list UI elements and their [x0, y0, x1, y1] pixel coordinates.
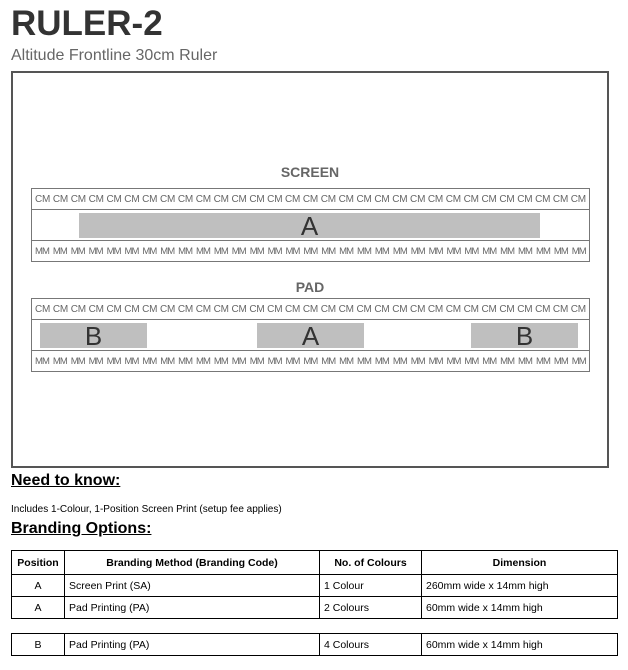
scale-unit-label: MM — [392, 355, 407, 367]
colours-cell: 1 Colour — [320, 575, 422, 597]
scale-unit-label: MM — [428, 355, 443, 367]
scale-unit-label: CM — [320, 193, 336, 205]
scale-unit-label: CM — [356, 303, 372, 315]
scale-unit-label: MM — [106, 355, 121, 367]
scale-unit-label: CM — [302, 193, 319, 205]
scale-unit-label: MM — [285, 355, 300, 367]
ruler-print-band — [32, 320, 589, 350]
scale-unit-label: CM — [106, 303, 122, 315]
method-cell: Screen Print (SA) — [65, 575, 320, 597]
scale-unit-label: MM — [88, 355, 103, 367]
scale-unit-label: CM — [195, 193, 211, 205]
scale-unit-label: MM — [70, 355, 85, 367]
scale-unit-label: CM — [231, 193, 247, 205]
scale-unit-label: CM — [445, 193, 461, 205]
scale-unit-label: CM — [535, 303, 551, 315]
dimension-cell: 260mm wide x 14mm high — [422, 575, 618, 597]
scale-unit-label: MM — [35, 355, 50, 367]
scale-unit-label: MM — [196, 355, 211, 367]
scale-unit-label: CM — [267, 303, 283, 315]
scale-unit-label: MM — [553, 245, 568, 257]
scale-unit-label: MM — [52, 245, 67, 257]
scale-unit-label: CM — [517, 193, 533, 205]
mm-scale — [32, 350, 589, 371]
scale-unit-label: MM — [213, 245, 228, 257]
scale-unit-label: CM — [142, 193, 158, 205]
scale-unit-label: MM — [106, 245, 121, 257]
column-header: Position — [12, 551, 65, 575]
scale-unit-label: CM — [392, 303, 408, 315]
scale-unit-label: MM — [70, 245, 85, 257]
scale-unit-label: MM — [500, 355, 515, 367]
scale-unit-label: CM — [338, 303, 354, 315]
scale-unit-label: MM — [213, 355, 228, 367]
scale-unit-label: MM — [321, 245, 336, 257]
scale-unit-label: CM — [392, 193, 408, 205]
scale-unit-label: CM — [213, 303, 229, 315]
scale-unit-label: MM — [178, 245, 193, 257]
column-header: Branding Method (Branding Code) — [65, 551, 320, 575]
screen-section-label: SCREEN — [280, 164, 340, 180]
scale-unit-label: CM — [320, 303, 336, 315]
branding-options-table — [11, 550, 618, 619]
scale-unit-label: CM — [374, 303, 390, 315]
position-cell: B — [12, 634, 65, 656]
scale-unit-label: CM — [356, 193, 372, 205]
scale-unit-label: CM — [463, 193, 479, 205]
scale-unit-label: CM — [285, 303, 301, 315]
scale-unit-label: MM — [571, 245, 586, 257]
scale-unit-label: MM — [357, 245, 372, 257]
scale-unit-label: CM — [481, 193, 497, 205]
scale-unit-label: CM — [302, 303, 319, 315]
scale-unit-label: MM — [374, 355, 389, 367]
pad-ruler — [31, 298, 590, 372]
scale-unit-label: CM — [70, 303, 86, 315]
mm-scale — [32, 240, 589, 261]
scale-unit-label: MM — [357, 355, 372, 367]
scale-unit-label: MM — [160, 355, 175, 367]
scale-unit-label: MM — [124, 245, 139, 257]
colours-cell: 2 Colours — [320, 597, 422, 619]
print-area-b-left: B — [40, 323, 147, 348]
scale-unit-label: CM — [570, 193, 586, 205]
table-row — [12, 597, 618, 619]
scale-unit-label: CM — [213, 193, 229, 205]
scale-unit-label: MM — [142, 355, 157, 367]
scale-unit-label: CM — [410, 303, 426, 315]
scale-unit-label: MM — [52, 355, 67, 367]
colours-cell: 4 Colours — [320, 634, 422, 656]
scale-unit-label: CM — [552, 193, 569, 205]
scale-unit-label: MM — [410, 355, 425, 367]
scale-unit-label: CM — [463, 303, 479, 315]
scale-unit-label: CM — [445, 303, 461, 315]
scale-unit-label: MM — [500, 245, 515, 257]
table-row — [12, 575, 618, 597]
ruler-diagram-frame — [11, 71, 609, 468]
scale-unit-label: CM — [427, 193, 444, 205]
dimension-cell: 60mm wide x 14mm high — [422, 634, 618, 656]
scale-unit-label: MM — [464, 355, 479, 367]
scale-unit-label: CM — [52, 303, 69, 315]
position-cell: A — [12, 597, 65, 619]
scale-unit-label: MM — [518, 245, 533, 257]
scale-unit-label: CM — [374, 193, 390, 205]
scale-unit-label: MM — [35, 245, 50, 257]
scale-unit-label: CM — [267, 193, 283, 205]
need-to-know-heading: Need to know: — [11, 472, 121, 489]
scale-unit-label: CM — [124, 193, 140, 205]
scale-unit-label: CM — [88, 193, 104, 205]
scale-unit-label: MM — [160, 245, 175, 257]
scale-unit-label: MM — [339, 245, 354, 257]
need-to-know-text: Includes 1-Colour, 1-Position Screen Print (setup fee applies) — [11, 504, 282, 515]
position-cell: A — [12, 575, 65, 597]
screen-ruler — [31, 188, 590, 262]
scale-unit-label: MM — [482, 245, 497, 257]
scale-unit-label: CM — [195, 303, 211, 315]
scale-unit-label: MM — [231, 355, 246, 367]
scale-unit-label: CM — [142, 303, 158, 315]
scale-unit-label: CM — [249, 303, 265, 315]
scale-unit-label: CM — [481, 303, 497, 315]
scale-unit-label: CM — [160, 193, 176, 205]
scale-unit-label: CM — [160, 303, 176, 315]
branding-options-heading: Branding Options: — [11, 520, 152, 537]
scale-unit-label: CM — [88, 303, 104, 315]
scale-unit-label: MM — [464, 245, 479, 257]
print-area-b-right: B — [471, 323, 578, 348]
cm-scale — [32, 189, 589, 210]
scale-unit-label: MM — [482, 355, 497, 367]
scale-unit-label: CM — [570, 303, 586, 315]
scale-unit-label: CM — [410, 193, 426, 205]
scale-unit-label: MM — [571, 355, 586, 367]
scale-unit-label: MM — [267, 245, 282, 257]
scale-unit-label: MM — [231, 245, 246, 257]
scale-unit-label: MM — [303, 245, 318, 257]
scale-unit-label: CM — [231, 303, 247, 315]
product-code: RULER-2 — [11, 4, 163, 43]
scale-unit-label: MM — [553, 355, 568, 367]
scale-unit-label: MM — [249, 245, 264, 257]
scale-unit-label: MM — [535, 355, 550, 367]
scale-unit-label: CM — [106, 193, 122, 205]
scale-unit-label: MM — [446, 355, 461, 367]
scale-unit-label: CM — [535, 193, 551, 205]
scale-unit-label: CM — [177, 193, 194, 205]
scale-unit-label: CM — [177, 303, 194, 315]
product-name: Altitude Frontline 30cm Ruler — [11, 47, 218, 64]
ruler-print-band — [32, 210, 589, 240]
pad-section-label: PAD — [295, 279, 325, 295]
scale-unit-label: MM — [518, 355, 533, 367]
scale-unit-label: MM — [303, 355, 318, 367]
scale-unit-label: MM — [124, 355, 139, 367]
scale-unit-label: MM — [88, 245, 103, 257]
scale-unit-label: CM — [427, 303, 444, 315]
scale-unit-label: CM — [249, 193, 265, 205]
branding-options-table-b — [11, 633, 618, 656]
column-header: Dimension — [422, 551, 618, 575]
scale-unit-label: CM — [552, 303, 569, 315]
scale-unit-label: MM — [339, 355, 354, 367]
dimension-cell: 60mm wide x 14mm high — [422, 597, 618, 619]
scale-unit-label: CM — [499, 193, 515, 205]
table-row — [12, 634, 618, 656]
column-header: No. of Colours — [320, 551, 422, 575]
scale-unit-label: MM — [142, 245, 157, 257]
cm-scale — [32, 299, 589, 320]
table-header-row — [12, 551, 618, 575]
scale-unit-label: MM — [249, 355, 264, 367]
print-area-a: A — [257, 323, 364, 348]
method-cell: Pad Printing (PA) — [65, 634, 320, 656]
scale-unit-label: MM — [178, 355, 193, 367]
scale-unit-label: CM — [517, 303, 533, 315]
scale-unit-label: MM — [321, 355, 336, 367]
scale-unit-label: MM — [428, 245, 443, 257]
scale-unit-label: MM — [392, 245, 407, 257]
scale-unit-label: MM — [410, 245, 425, 257]
print-area-a: A — [79, 213, 540, 238]
scale-unit-label: MM — [196, 245, 211, 257]
method-cell: Pad Printing (PA) — [65, 597, 320, 619]
scale-unit-label: CM — [499, 303, 515, 315]
scale-unit-label: CM — [124, 303, 140, 315]
scale-unit-label: CM — [52, 193, 69, 205]
scale-unit-label: CM — [35, 193, 51, 205]
scale-unit-label: MM — [535, 245, 550, 257]
scale-unit-label: CM — [70, 193, 86, 205]
scale-unit-label: CM — [35, 303, 51, 315]
scale-unit-label: MM — [285, 245, 300, 257]
scale-unit-label: MM — [267, 355, 282, 367]
scale-unit-label: MM — [446, 245, 461, 257]
scale-unit-label: CM — [338, 193, 354, 205]
scale-unit-label: MM — [374, 245, 389, 257]
scale-unit-label: CM — [285, 193, 301, 205]
